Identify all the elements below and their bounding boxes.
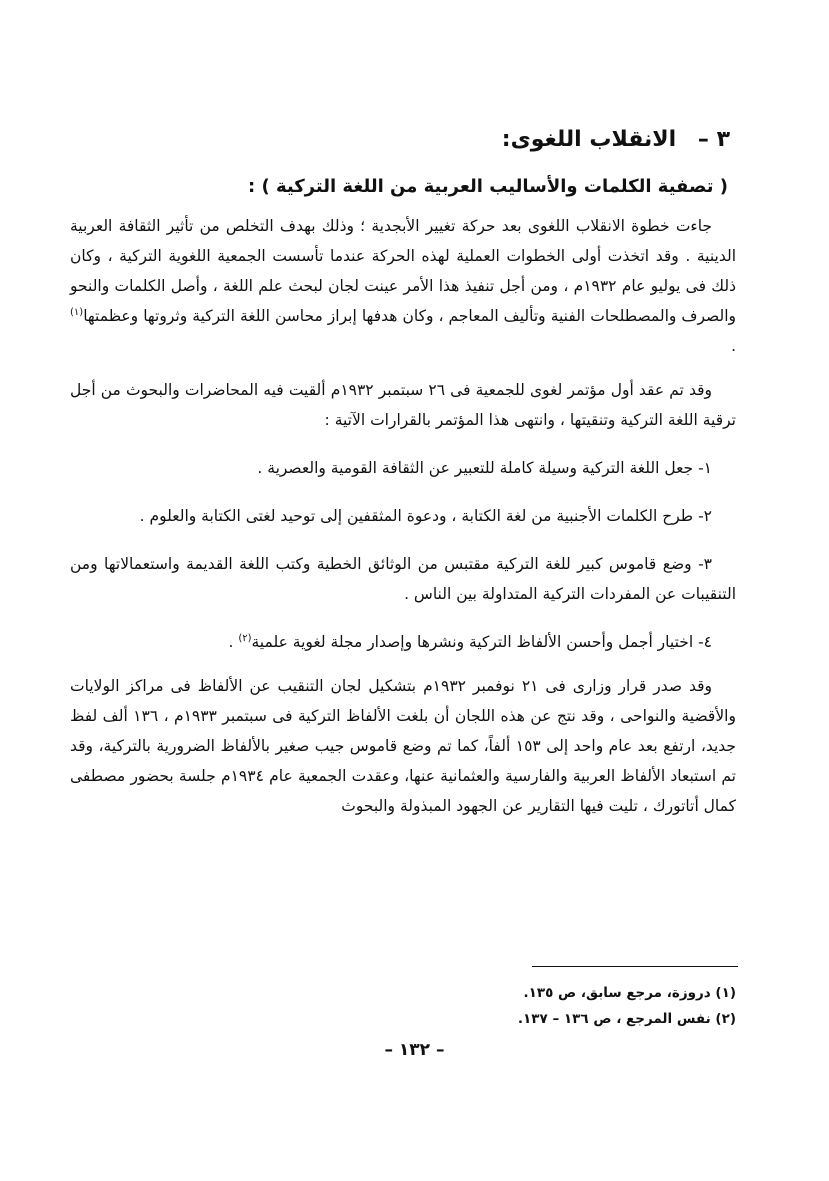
paragraph-1-text: جاءت خطوة الانقلاب اللغوى بعد حركة تغيير الأبجدية ؛ وذلك بهدف التخلص من تأثير الثقافة العربية الدينية . وقد اتخذت أولى الخطوات العملية لهذه الحركة عندما تأسست الجمعية اللغوية التركية ، وكان ذلك فى يوليو عام ١٩٣٢م ، ومن أجل تنفيذ هذا الأمر عينت لجان لبحث علم اللغة ، وأصل الكلمات والنحو والصرف والمصطلحات الفنية وتأليف المعاجم ، وكان هدفها إبراز محاسن اللغة التركية وثروتها وعظمتها (70, 217, 736, 325)
list-item: ٢- طرح الكلمات الأجنبية من لغة الكتابة ، ودعوة المثقفين إلى توحيد لغتى الكتابة والعلوم . (139, 507, 712, 525)
paragraph-1-end: . (731, 337, 736, 355)
list-item (70, 627, 736, 657)
footnote-ref-1: (١) (70, 307, 84, 318)
list-item: ٣- وضع قاموس كبير للغة التركية مقتبس من الوثائق الخطية وكتب اللغة القديمة واستعمالاتها ومن التنقيبات عن المفردات التركية المتداولة بين الناس . (70, 555, 736, 603)
footnote-divider (532, 966, 738, 967)
paragraph-2: وقد تم عقد أول مؤتمر لغوى للجمعية فى ٢٦ سبتمبر ١٩٣٢م ألقيت فيه المحاضرات والبحوث من أجل ترقية اللغة التركية وتنقيتها ، وانتهى هذا المؤتمر بالقرارات الآتية : (70, 381, 736, 429)
section-subtitle: ( تصفية الكلمات والأساليب العربية من اللغة التركية ) : (247, 176, 728, 197)
section-title: الانقلاب اللغوى: (501, 127, 677, 152)
paragraph-3: وقد صدر قرار وزارى فى ٢١ نوفمبر ١٩٣٢م بتشكيل لجان التنقيب عن الألفاظ فى مراكز الولايات والأقضية والنواحى ، وقد نتج عن هذه اللجان أن بلغت الألفاظ التركية فى سبتمبر ١٩٣٣م ، ١٣٦ ألف لفظ جديد، ارتفع بعد عام واحد إلى ١٥٣ ألفاً، كما تم وضع قاموس جيب صغير بالألفاظ الضرورية بالتركية، وقد تم استبعاد الألفاظ العربية والفارسية والعثمانية عنها، وعقدت الجمعية عام ١٩٣٤م جلسة بحضور مصطفى كمال أتاتورك ، تليت فيها التقارير عن الجهود المبذولة والبحوث (70, 677, 736, 815)
section-number: ٣ – (697, 127, 730, 152)
page-body (70, 125, 736, 821)
paragraph-1 (70, 211, 736, 361)
list-item-text: ٤- اختيار أجمل وأحسن الألفاظ التركية ونشرها وإصدار مجلة لغوية علمية (251, 633, 712, 651)
footnote-1: (١) دروزة، مرجع سابق، ص ١٣٥. (523, 985, 736, 1001)
footnotes (420, 980, 736, 1032)
footnote-ref-2: (٢) (238, 633, 252, 644)
section-heading (70, 125, 730, 155)
list-item: ١- جعل اللغة التركية وسيلة كاملة للتعبير عن الثقافة القومية والعصرية . (257, 459, 712, 477)
page-number: – ١٣٢ – (384, 1040, 445, 1060)
list-item-end: . (228, 633, 239, 651)
footnote-2: (٢) نفس المرجع ، ص ١٣٦ – ١٣٧. (517, 1011, 736, 1027)
